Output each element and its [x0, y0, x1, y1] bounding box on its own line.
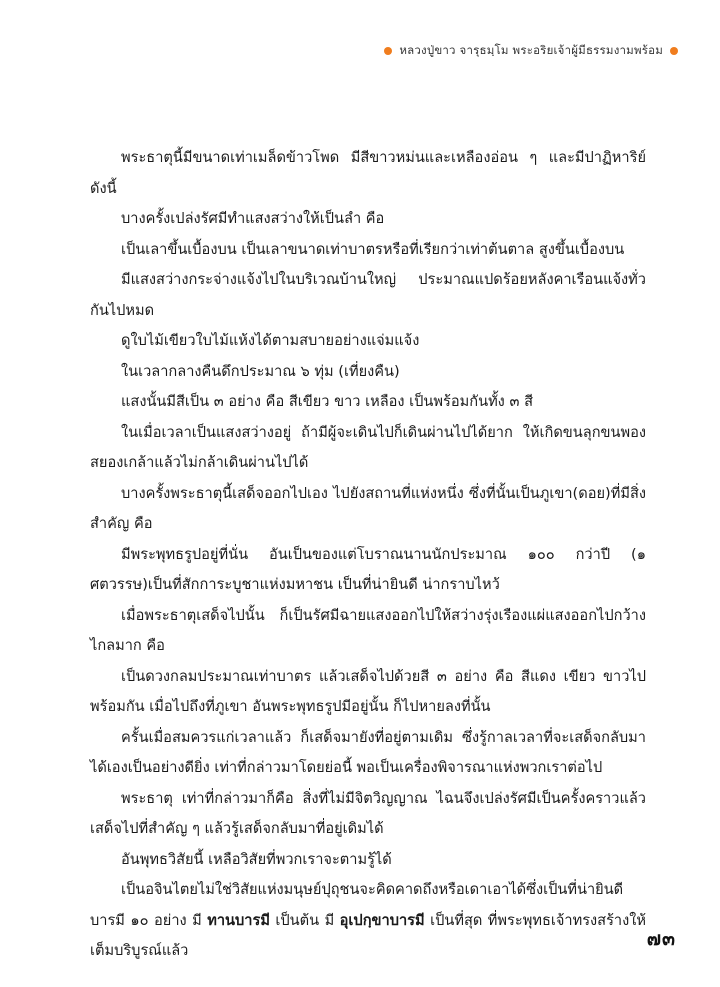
paragraph: ครั้นเมื่อสมควรแก่เวลาแล้ว ก็เสด็จมายังที่อยู่ตามเดิม ซึ่งรู้กาลเวลาที่จะเสด็จกลับมาได้เองเป็นอย่างดียิ่ง เท่าที่กล่าวมาโดยย่อนี้ พอเป็นเครื่องพิจารณาแห่งพวกเราต่อไป [90, 728, 646, 776]
running-header [384, 42, 678, 60]
paragraph: ในเวลากลางคืนดึกประมาณ ๖ ทุ่ม (เที่ยงคืน) [121, 362, 400, 380]
paragraph: แสงนั้นมีสีเป็น ๓ อย่าง คือ สีเขียว ขาว เหลือง เป็นพร้อมกันทั้ง ๓ สี [121, 393, 533, 410]
paragraph: มีพระพุทธรูปอยู่ที่นั่น อันเป็นของแต่โบราณนานนักประมาณ ๑๐๐ กว่าปี (๑ ศตวรรษ)เป็นที่สักการะบูชาแห่งมหาชน เป็นที่น่ายินดี น่ากราบไหว้ [90, 545, 646, 593]
term-upekkha-parami: อุเปกฺขาบารมี [339, 911, 425, 929]
term-dana-parami: ทานบารมี [207, 911, 270, 929]
running-header-title: หลวงปู่ขาว จารุธมฺโม พระอริยเจ้าผู้มีธรรมงามพร้อม [399, 43, 663, 57]
paragraph: ดูใบไม้เขียวใบไม้แห้งได้ตามสบายอย่างแจ่มแจ้ง [121, 332, 420, 349]
paragraph-text: เป็นอจินไตยไม่ใช่วิสัยแห่งมนุษย์ปุถุชนจะคิดคาดถึงหรือเดาเอาได้ซึ่งเป็นที่น่ายินดีบารมี ๑๐ อย่าง มี [90, 881, 624, 929]
paragraph: พระธาตุ เท่าที่กล่าวมาก็คือ สิ่งที่ไม่มีจิตวิญญาณ ไฉนจึงเปล่งรัศมีเป็นครั้งคราวแล้วเสด็จไปที่สำคัญ ๆ แล้วรู้เสด็จกลับมาที่อยู่เดิมได้ [90, 789, 646, 837]
paragraph-text: เป็นที่สุด ที่พระพุทธเจ้าทรงสร้างให้เต็มบริบูรณ์แล้ว [90, 911, 646, 959]
paragraph: บางครั้งเปล่งรัศมีทำแสงสว่างให้เป็นลำ คือ [121, 210, 385, 227]
paragraph: มีแสงสว่างกระจ่างแจ้งไปในบริเวณบ้านใหญ่ ประมาณแปดร้อยหลังคาเรือนแจ้งทั่วกันไปหมด [90, 271, 646, 319]
page-number: ๗๓ [646, 928, 676, 950]
orange-bullet-icon [384, 47, 392, 55]
orange-bullet-icon [670, 47, 678, 55]
paragraph-last [90, 875, 646, 967]
body-text [90, 143, 646, 967]
paragraph: เป็นดวงกลมประมาณเท่าบาตร แล้วเสด็จไปด้วยสี ๓ อย่าง คือ สีแดง เขียว ขาวไปพร้อมกัน เมื่อไปถึงที่ภูเขา อันพระพุทธรูปมีอยู่นั้น ก็ไปหายลงที่นั้น [90, 667, 646, 715]
paragraph: ในเมื่อเวลาเป็นแสงสว่างอยู่ ถ้ามีผู้จะเดินไปก็เดินผ่านไปได้ยาก ให้เกิดขนลุกขนพองสยองเกล้าแล้วไม่กล้าเดินผ่านไปได้ [90, 423, 646, 471]
paragraph: อันพุทธวิสัยนี้ เหลือวิสัยที่พวกเราจะตามรู้ได้ [121, 850, 392, 868]
paragraph: บางครั้งพระธาตุนี้เสด็จออกไปเอง ไปยังสถานที่แห่งหนึ่ง ซึ่งที่นั้นเป็นภูเขา(ดอย)ที่มีสิ่งสำคัญ คือ [90, 484, 646, 532]
paragraph-text: เป็นต้น มี [269, 911, 340, 929]
paragraph: เมื่อพระธาตุเสด็จไปนั้น ก็เป็นรัศมีฉายแสงออกไปให้สว่างรุ่งเรืองแผ่แสงออกไปกว้างไกลมาก คือ [90, 606, 646, 654]
paragraph: เป็นเลาขึ้นเบื้องบน เป็นเลาขนาดเท่าบาตรหรือที่เรียกว่าเท่าต้นตาล สูงขึ้นเบื้องบน [121, 240, 625, 258]
paragraph: พระธาตุนี้มีขนาดเท่าเมล็ดข้าวโพด มีสีขาวหม่นและเหลืองอ่อน ๆ และมีปาฏิหาริย์ดังนี้ [90, 149, 646, 197]
